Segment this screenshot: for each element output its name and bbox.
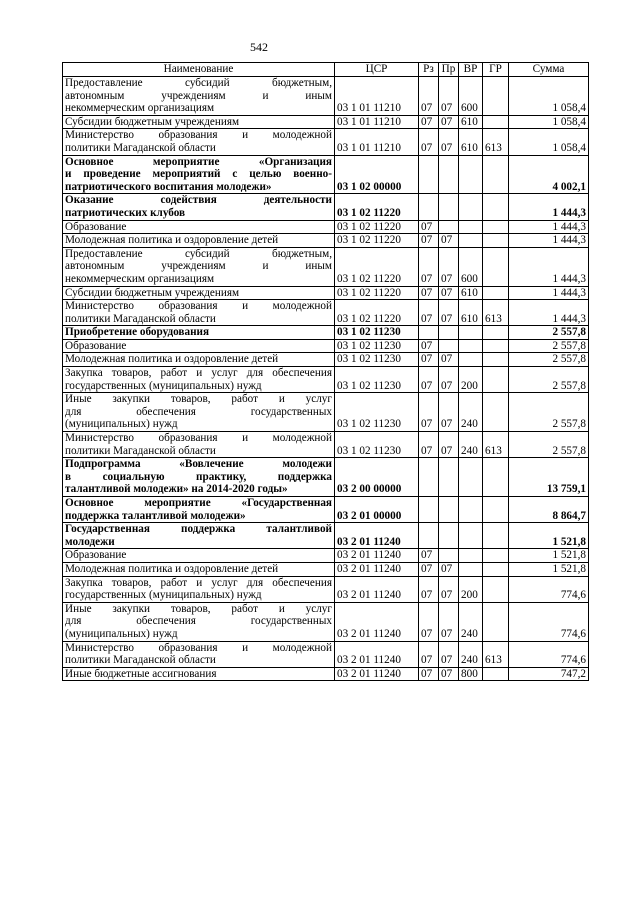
cell-rz: 07 bbox=[419, 641, 439, 667]
cell-vr bbox=[459, 562, 483, 576]
cell-rz: 07 bbox=[419, 77, 439, 116]
cell-name bbox=[63, 247, 335, 286]
cell-gr bbox=[483, 523, 509, 549]
cell-rz: 07 bbox=[419, 129, 439, 155]
cell-name-line: Министерство образования и молодежной bbox=[65, 129, 332, 142]
cell-gr bbox=[483, 286, 509, 300]
cell-rz: 07 bbox=[419, 247, 439, 286]
cell-rz: 07 bbox=[419, 300, 439, 326]
cell-csr: 03 1 02 11230 bbox=[335, 367, 419, 393]
cell-vr: 240 bbox=[459, 602, 483, 641]
cell-vr: 610 bbox=[459, 129, 483, 155]
cell-vr: 610 bbox=[459, 286, 483, 300]
cell-gr bbox=[483, 393, 509, 432]
header-gr: ГР bbox=[483, 63, 509, 77]
cell-sum: 2 557,8 bbox=[509, 353, 589, 367]
cell-name-line: некоммерческим организациям bbox=[65, 102, 215, 115]
cell-name-line: политики Магаданской области bbox=[65, 654, 216, 667]
cell-name bbox=[63, 194, 335, 220]
cell-sum: 1 444,3 bbox=[509, 247, 589, 286]
table-row bbox=[63, 667, 589, 681]
table-row bbox=[63, 576, 589, 602]
cell-name bbox=[63, 77, 335, 116]
cell-pr bbox=[439, 339, 459, 353]
cell-name bbox=[63, 576, 335, 602]
cell-vr bbox=[459, 220, 483, 234]
cell-name-line: (муниципальных) нужд bbox=[65, 418, 178, 431]
table-row bbox=[63, 497, 589, 523]
cell-sum: 2 557,8 bbox=[509, 367, 589, 393]
cell-vr bbox=[459, 194, 483, 220]
cell-name bbox=[63, 497, 335, 523]
cell-name-line: Образование bbox=[65, 220, 127, 233]
cell-csr: 03 1 01 11210 bbox=[335, 77, 419, 116]
table-row bbox=[63, 129, 589, 155]
cell-sum: 2 557,8 bbox=[509, 393, 589, 432]
cell-vr: 240 bbox=[459, 393, 483, 432]
header-pr: Пр bbox=[439, 63, 459, 77]
cell-pr bbox=[439, 497, 459, 523]
cell-rz: 07 bbox=[419, 576, 439, 602]
cell-name bbox=[63, 393, 335, 432]
cell-pr bbox=[439, 194, 459, 220]
cell-name-line: Образование bbox=[65, 549, 127, 562]
cell-csr: 03 2 01 11240 bbox=[335, 549, 419, 563]
cell-sum: 1 444,3 bbox=[509, 194, 589, 220]
cell-name-line: Предоставление субсидий бюджетным, bbox=[65, 77, 332, 89]
cell-gr bbox=[483, 339, 509, 353]
cell-gr bbox=[483, 247, 509, 286]
cell-name-line: политики Магаданской области bbox=[65, 141, 216, 154]
cell-name bbox=[63, 155, 335, 194]
cell-name-line: Иные бюджетные ассигнования bbox=[65, 667, 217, 680]
cell-name-line: Образование bbox=[65, 339, 127, 352]
cell-csr: 03 1 02 11220 bbox=[335, 286, 419, 300]
cell-gr bbox=[483, 155, 509, 194]
cell-name-line: политики Магаданской области bbox=[65, 312, 216, 325]
table-row bbox=[63, 286, 589, 300]
cell-name-line: Молодежная политика и оздоровление детей bbox=[65, 562, 279, 575]
cell-gr bbox=[483, 234, 509, 248]
cell-pr: 07 bbox=[439, 247, 459, 286]
header-csr: ЦСР bbox=[335, 63, 419, 77]
cell-sum: 1 058,4 bbox=[509, 115, 589, 129]
cell-name-line: Иные закупки товаров, работ и услуг bbox=[65, 602, 332, 615]
cell-sum: 1 521,8 bbox=[509, 562, 589, 576]
cell-name-line: Предоставление субсидий бюджетным, bbox=[65, 247, 332, 260]
cell-rz: 07 bbox=[419, 667, 439, 681]
cell-rz: 07 bbox=[419, 339, 439, 353]
cell-pr: 07 bbox=[439, 393, 459, 432]
cell-csr: 03 1 01 11210 bbox=[335, 129, 419, 155]
cell-rz: 07 bbox=[419, 286, 439, 300]
cell-pr bbox=[439, 220, 459, 234]
cell-vr bbox=[459, 549, 483, 563]
header-vr: ВР bbox=[459, 63, 483, 77]
cell-sum: 1 444,3 bbox=[509, 300, 589, 326]
cell-name-line: для обеспечения государственных bbox=[65, 615, 332, 628]
page-number: 542 bbox=[250, 40, 268, 54]
cell-name-line: Субсидии бюджетным учреждениям bbox=[65, 115, 240, 128]
cell-gr bbox=[483, 576, 509, 602]
table-row bbox=[63, 523, 589, 549]
cell-name-line: (муниципальных) нужд bbox=[65, 627, 178, 640]
cell-gr bbox=[483, 115, 509, 129]
cell-name bbox=[63, 523, 335, 549]
cell-sum: 1 521,8 bbox=[509, 549, 589, 563]
cell-pr bbox=[439, 155, 459, 194]
cell-vr bbox=[459, 458, 483, 497]
table-row bbox=[63, 300, 589, 326]
cell-name-line: автономным учреждениям и иным bbox=[65, 260, 332, 273]
cell-name-line: талантливой молодежи» на 2014-2020 годы» bbox=[65, 483, 288, 496]
table-row bbox=[63, 77, 589, 116]
cell-pr: 07 bbox=[439, 300, 459, 326]
cell-vr: 240 bbox=[459, 641, 483, 667]
cell-gr bbox=[483, 562, 509, 576]
cell-rz bbox=[419, 155, 439, 194]
cell-pr: 07 bbox=[439, 129, 459, 155]
cell-csr: 03 1 02 11230 bbox=[335, 326, 419, 340]
table-header-row bbox=[63, 63, 589, 77]
table-row bbox=[63, 393, 589, 432]
cell-csr: 03 2 01 11240 bbox=[335, 562, 419, 576]
cell-csr: 03 2 01 11240 bbox=[335, 641, 419, 667]
cell-name-line: Молодежная политика и оздоровление детей bbox=[65, 353, 279, 366]
cell-name bbox=[63, 234, 335, 248]
budget-table bbox=[62, 62, 589, 681]
cell-vr bbox=[459, 497, 483, 523]
cell-vr: 200 bbox=[459, 367, 483, 393]
cell-vr: 800 bbox=[459, 667, 483, 681]
cell-gr: 613 bbox=[483, 641, 509, 667]
cell-name-line: Закупка товаров, работ и услуг для обеспечения bbox=[65, 576, 332, 589]
cell-name-line: Основное мероприятие «Государственная bbox=[65, 497, 332, 509]
cell-pr: 07 bbox=[439, 432, 459, 458]
cell-pr bbox=[439, 326, 459, 340]
cell-csr: 03 2 01 11240 bbox=[335, 576, 419, 602]
cell-name bbox=[63, 300, 335, 326]
cell-name bbox=[63, 667, 335, 681]
cell-name-line: молодежи bbox=[65, 535, 115, 548]
cell-sum: 8 864,7 bbox=[509, 497, 589, 523]
cell-name-line: Подпрограмма «Вовлечение молодежи bbox=[65, 458, 332, 471]
table-row bbox=[63, 641, 589, 667]
cell-pr: 07 bbox=[439, 234, 459, 248]
header-name: Наименование bbox=[63, 63, 335, 77]
cell-rz: 07 bbox=[419, 367, 439, 393]
cell-gr bbox=[483, 220, 509, 234]
cell-sum: 13 759,1 bbox=[509, 458, 589, 497]
cell-sum: 1 058,4 bbox=[509, 129, 589, 155]
cell-pr: 07 bbox=[439, 667, 459, 681]
cell-rz: 07 bbox=[419, 353, 439, 367]
cell-csr: 03 2 01 11240 bbox=[335, 523, 419, 549]
cell-name bbox=[63, 115, 335, 129]
table-row bbox=[63, 602, 589, 641]
cell-name bbox=[63, 286, 335, 300]
table-row bbox=[63, 458, 589, 497]
cell-sum: 774,6 bbox=[509, 602, 589, 641]
cell-csr: 03 1 02 11220 bbox=[335, 247, 419, 286]
cell-name bbox=[63, 458, 335, 497]
cell-name-line: Министерство образования и молодежной bbox=[65, 641, 332, 654]
cell-vr: 600 bbox=[459, 77, 483, 116]
cell-csr: 03 1 01 11210 bbox=[335, 115, 419, 129]
cell-sum: 1 444,3 bbox=[509, 286, 589, 300]
cell-pr: 07 bbox=[439, 562, 459, 576]
cell-vr bbox=[459, 155, 483, 194]
cell-gr bbox=[483, 77, 509, 116]
cell-name-line: автономным учреждениям и иным bbox=[65, 89, 332, 102]
cell-name bbox=[63, 602, 335, 641]
cell-pr: 07 bbox=[439, 367, 459, 393]
cell-vr: 610 bbox=[459, 300, 483, 326]
table-row bbox=[63, 339, 589, 353]
cell-gr: 613 bbox=[483, 432, 509, 458]
table-row bbox=[63, 155, 589, 194]
cell-name bbox=[63, 549, 335, 563]
cell-pr: 07 bbox=[439, 602, 459, 641]
cell-csr: 03 1 02 11220 bbox=[335, 300, 419, 326]
cell-name bbox=[63, 353, 335, 367]
cell-name bbox=[63, 432, 335, 458]
cell-csr: 03 1 02 11230 bbox=[335, 353, 419, 367]
cell-gr bbox=[483, 458, 509, 497]
cell-name-line: Иные закупки товаров, работ и услуг bbox=[65, 393, 332, 406]
cell-sum: 1 444,3 bbox=[509, 220, 589, 234]
cell-name-line: патриотического воспитания молодежи» bbox=[65, 180, 272, 193]
cell-csr: 03 1 02 11220 bbox=[335, 220, 419, 234]
cell-name-line: патриотических клубов bbox=[65, 206, 186, 219]
cell-vr bbox=[459, 326, 483, 340]
cell-gr: 613 bbox=[483, 300, 509, 326]
cell-gr bbox=[483, 326, 509, 340]
cell-name-line: государственных (муниципальных) нужд bbox=[65, 379, 262, 392]
cell-sum: 4 002,1 bbox=[509, 155, 589, 194]
cell-rz: 07 bbox=[419, 549, 439, 563]
table-row bbox=[63, 234, 589, 248]
cell-csr: 03 2 01 11240 bbox=[335, 667, 419, 681]
table-row bbox=[63, 367, 589, 393]
cell-gr bbox=[483, 353, 509, 367]
cell-csr: 03 2 00 00000 bbox=[335, 458, 419, 497]
cell-vr: 610 bbox=[459, 115, 483, 129]
cell-rz bbox=[419, 458, 439, 497]
cell-csr: 03 2 01 00000 bbox=[335, 497, 419, 523]
cell-rz bbox=[419, 523, 439, 549]
cell-sum: 2 557,8 bbox=[509, 432, 589, 458]
cell-pr: 07 bbox=[439, 576, 459, 602]
cell-gr bbox=[483, 667, 509, 681]
cell-vr: 240 bbox=[459, 432, 483, 458]
cell-name bbox=[63, 129, 335, 155]
cell-csr: 03 1 02 11220 bbox=[335, 194, 419, 220]
cell-gr bbox=[483, 549, 509, 563]
cell-gr bbox=[483, 367, 509, 393]
cell-name-line: некоммерческим организациям bbox=[65, 272, 215, 285]
cell-name-line: для обеспечения государственных bbox=[65, 405, 332, 418]
cell-rz: 07 bbox=[419, 562, 439, 576]
cell-gr bbox=[483, 497, 509, 523]
cell-gr bbox=[483, 602, 509, 641]
cell-name-line: Государственная поддержка талантливой bbox=[65, 523, 332, 536]
cell-name-line: Оказание содействия деятельности bbox=[65, 194, 332, 207]
cell-name bbox=[63, 326, 335, 340]
table-row bbox=[63, 432, 589, 458]
table-row bbox=[63, 194, 589, 220]
cell-pr bbox=[439, 458, 459, 497]
table-row bbox=[63, 115, 589, 129]
cell-pr: 07 bbox=[439, 286, 459, 300]
cell-csr: 03 1 02 00000 bbox=[335, 155, 419, 194]
cell-rz: 07 bbox=[419, 602, 439, 641]
cell-name-line: и проведение мероприятий с целью военно- bbox=[65, 168, 332, 181]
cell-name-line: Субсидии бюджетным учреждениям bbox=[65, 286, 240, 299]
cell-csr: 03 2 01 11240 bbox=[335, 602, 419, 641]
cell-rz: 07 bbox=[419, 220, 439, 234]
cell-name-line: Основное мероприятие «Организация bbox=[65, 155, 332, 168]
cell-sum: 2 557,8 bbox=[509, 326, 589, 340]
cell-sum: 774,6 bbox=[509, 576, 589, 602]
table-row bbox=[63, 326, 589, 340]
cell-pr: 07 bbox=[439, 353, 459, 367]
cell-sum: 1 058,4 bbox=[509, 77, 589, 116]
table-row bbox=[63, 220, 589, 234]
table-body bbox=[63, 77, 589, 681]
cell-name bbox=[63, 641, 335, 667]
cell-name-line: Приобретение оборудования bbox=[65, 326, 210, 339]
cell-vr bbox=[459, 523, 483, 549]
cell-pr bbox=[439, 549, 459, 563]
cell-sum: 1 521,8 bbox=[509, 523, 589, 549]
cell-name-line: Молодежная политика и оздоровление детей bbox=[65, 234, 279, 247]
cell-name bbox=[63, 220, 335, 234]
cell-rz: 07 bbox=[419, 115, 439, 129]
cell-sum: 1 444,3 bbox=[509, 234, 589, 248]
cell-vr: 600 bbox=[459, 247, 483, 286]
cell-rz: 07 bbox=[419, 393, 439, 432]
cell-csr: 03 1 02 11230 bbox=[335, 393, 419, 432]
cell-name-line: государственных (муниципальных) нужд bbox=[65, 589, 262, 602]
cell-name-line: в социальную практику, поддержка bbox=[65, 470, 332, 483]
cell-vr bbox=[459, 353, 483, 367]
cell-vr bbox=[459, 234, 483, 248]
cell-csr: 03 1 02 11230 bbox=[335, 339, 419, 353]
table-row bbox=[63, 247, 589, 286]
cell-pr: 07 bbox=[439, 641, 459, 667]
header-rz: Рз bbox=[419, 63, 439, 77]
cell-name bbox=[63, 339, 335, 353]
cell-sum: 774,6 bbox=[509, 641, 589, 667]
table-row bbox=[63, 353, 589, 367]
cell-rz bbox=[419, 194, 439, 220]
cell-name-line: Министерство образования и молодежной bbox=[65, 300, 332, 313]
cell-vr: 200 bbox=[459, 576, 483, 602]
cell-rz bbox=[419, 497, 439, 523]
cell-rz: 07 bbox=[419, 234, 439, 248]
cell-csr: 03 1 02 11230 bbox=[335, 432, 419, 458]
cell-name-line: Министерство образования и молодежной bbox=[65, 432, 332, 445]
cell-name-line: поддержка талантливой молодежи» bbox=[65, 509, 246, 522]
cell-gr bbox=[483, 194, 509, 220]
cell-sum: 747,2 bbox=[509, 667, 589, 681]
cell-rz: 07 bbox=[419, 432, 439, 458]
cell-name bbox=[63, 367, 335, 393]
header-sum: Сумма bbox=[509, 63, 589, 77]
cell-name-line: политики Магаданской области bbox=[65, 444, 216, 457]
cell-name-line: Закупка товаров, работ и услуг для обеспечения bbox=[65, 367, 332, 380]
cell-pr bbox=[439, 523, 459, 549]
cell-name bbox=[63, 562, 335, 576]
cell-sum: 2 557,8 bbox=[509, 339, 589, 353]
table-row bbox=[63, 562, 589, 576]
cell-rz bbox=[419, 326, 439, 340]
table-row bbox=[63, 549, 589, 563]
cell-pr: 07 bbox=[439, 77, 459, 116]
cell-pr: 07 bbox=[439, 115, 459, 129]
cell-vr bbox=[459, 339, 483, 353]
cell-gr: 613 bbox=[483, 129, 509, 155]
cell-csr: 03 1 02 11220 bbox=[335, 234, 419, 248]
